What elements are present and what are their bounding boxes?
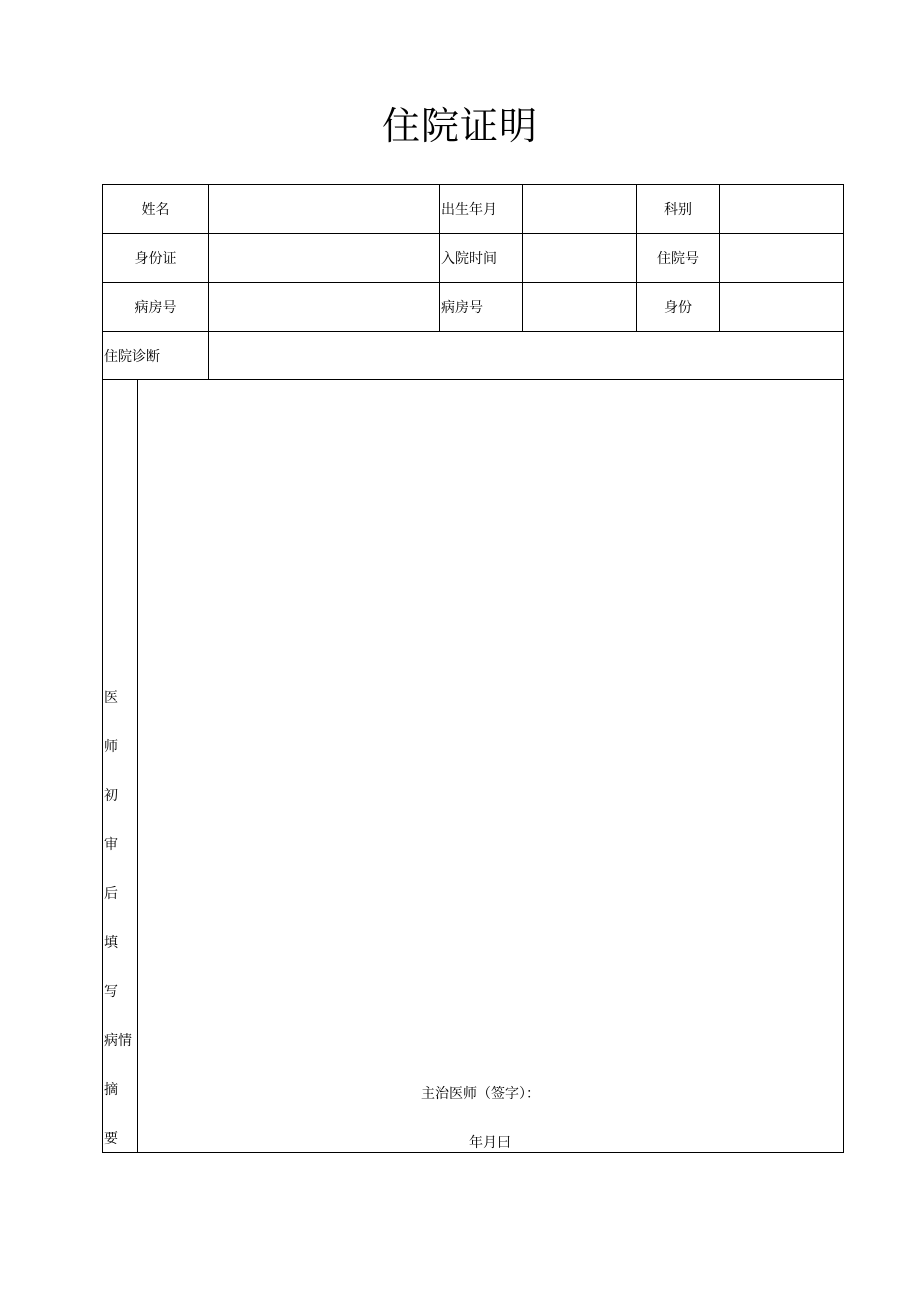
summary-label-char: 填 [104, 935, 118, 951]
birth-date-label: 出生年月 [440, 185, 523, 234]
summary-label-char: 后 [104, 886, 118, 902]
ward-number-field-2[interactable] [523, 283, 637, 332]
ward-number-label-2: 病房号 [440, 283, 523, 332]
document-title: 住院证明 [381, 104, 538, 148]
summary-label-char: 初 [104, 788, 118, 804]
form-row-id [103, 234, 844, 283]
summary-label-char: 要 [104, 1131, 118, 1147]
summary-label-char: 写 [104, 984, 118, 1000]
ward-number-label: 病房号 [103, 283, 209, 332]
hospital-number-field[interactable] [720, 234, 844, 283]
hospital-number-label: 住院号 [637, 234, 720, 283]
department-label: 科别 [637, 185, 720, 234]
name-label: 姓名 [103, 185, 209, 234]
signature-date-label: 年月曰 [469, 1135, 511, 1151]
form-row-summary [103, 380, 844, 1153]
ward-number-field[interactable] [209, 283, 440, 332]
summary-label-char: 病情 [104, 1033, 132, 1049]
summary-label [103, 380, 138, 1153]
attending-doctor-signature-label: 主治医师（签字）： [421, 1086, 540, 1102]
form-row-ward [103, 283, 844, 332]
id-card-field[interactable] [209, 234, 440, 283]
summary-label-char: 审 [104, 837, 118, 853]
hospitalization-form [102, 184, 844, 1153]
summary-label-char: 摘 [104, 1082, 118, 1098]
name-field[interactable] [209, 185, 440, 234]
form-row-name [103, 185, 844, 234]
identity-field[interactable] [720, 283, 844, 332]
identity-label: 身份 [637, 283, 720, 332]
birth-date-field[interactable] [523, 185, 637, 234]
form-row-diagnosis [103, 332, 844, 380]
summary-label-char: 师 [104, 739, 118, 755]
summary-label-char: 医 [104, 690, 118, 706]
admission-time-field[interactable] [523, 234, 637, 283]
id-card-label: 身份证 [103, 234, 209, 283]
department-field[interactable] [720, 185, 844, 234]
diagnosis-label: 住院诊断 [103, 332, 209, 380]
admission-time-label: 入院时间 [440, 234, 523, 283]
diagnosis-field[interactable] [209, 332, 844, 380]
condition-summary-field[interactable] [138, 380, 844, 1153]
summary-label-text [103, 687, 137, 1152]
